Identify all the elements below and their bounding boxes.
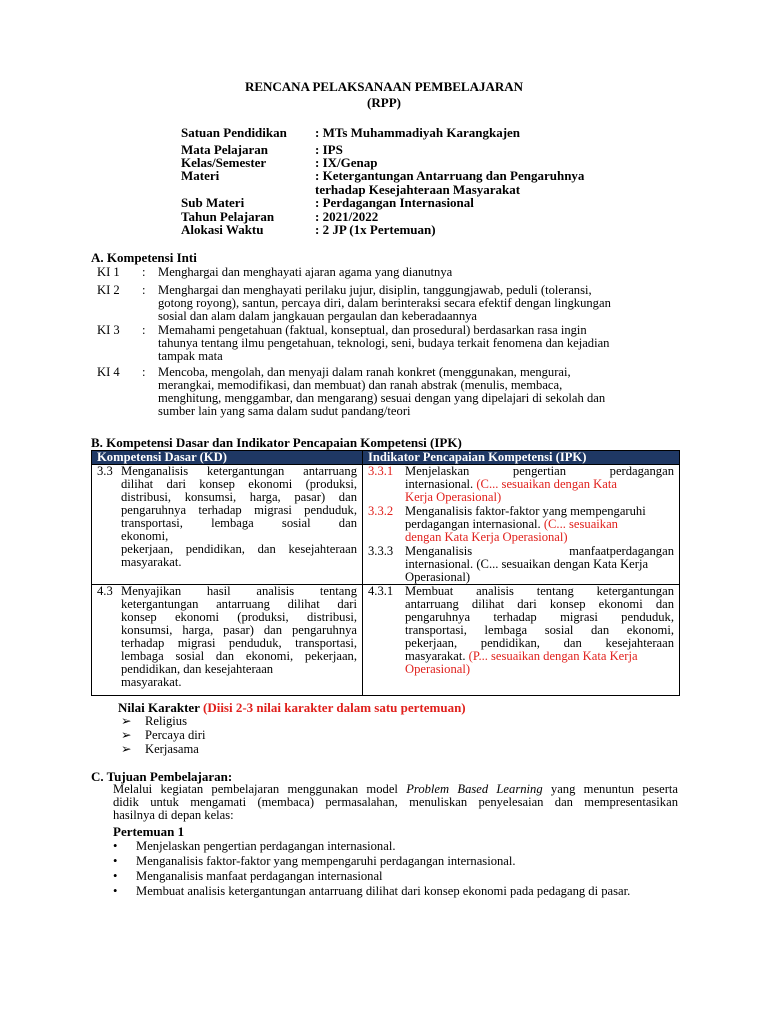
identity-value: : IX/Genap [315, 155, 378, 170]
list-item: • Menganalisis manfaat perdagangan internasional [113, 869, 383, 883]
ki-code: KI 1 [97, 265, 120, 279]
ki-colon: : [142, 265, 146, 279]
table-header-row [92, 451, 680, 465]
ipk-number: 3.3.1 [368, 464, 394, 478]
document-page: RENCANA PELAKSANAAN PEMBELAJARAN (RPP) Satuan Pendidikan : MTs Muhammadiyah Karangkajen Mata Pelajaran : IPS Kelas/Semester : IX/Genap Materi : Ketergantungan Antarruang dan Pengaruhnya terhadap Kesejahteraan Masyarakat Sub Materi : Perdagangan Internasional Tahun Pelajaran : 2021/2022 Alokasi Waktu : 2 JP (1x Pertemuan) A. Kompetensi Inti KI 1 : Menghargai dan menghayati ajaran agama yang dianutnya KI 2 : Menghargai dan menghayati perilaku jujur, disiplin, tanggungjawab, peduli (toleransi, gotong royong), santun, percaya diri, dalam berinteraksi secara efektif dengan lingkungan sosial dan alam dalam jangkauan pergaulan dan keberadaannya KI 3 : Memahami pengetahuan (faktual, konseptual, dan prosedural) berdasarkan rasa ingin tahunya tentang ilmu pengetahuan, teknologi, seni, budaya terkait fenomena dan kejadian tampak mata KI 4 : Mencoba, mengolah, dan menyaji dalam ranah konkret (menggunakan, mengurai, merangkai, memodifikasi, dan membuat) dan ranah abstrak (menulis, membaca, menghitung, menggambar, dan mengarang) sesuai dengan yang dipelajari di sekolah dan sumber lain yang sama dalam sudut pandang/teori B. Kompetensi Dasar dan Indikator Pencapaian Kompetensi (IPK) Kompetensi Dasar (KD) Indikator Pencapaian Kompetensi (IPK) 3.3 Menganalisis ketergantungan antarruang dilihat dari konsep ekonomi (produksi, distribusi, konsumsi, harga, pasar) dan pengaruhnya terhadap migrasi penduduk, transportasi, lembaga sosial dan ekonomi, pekerjaan, pendidikan, dan kesejahteraan masyarakat. 3.3.1 Menjelaskan pengertian perdagangan internasional. (C... sesuaikan dengan Kata Kerja Operasional) 3.3.2 Menganalisis faktor-faktor yang mempengaruhi perdagangan internasional. (C... sesuaikan dengan Kata Kerja Operasional) 3.3.3 Menganalisis manfaatperdagangan internasional. (C... sesuaikan dengan Kata Kerja Operasional) 4.3 Menyajikan hasil analisis tentang ketergantungan antarruang dilihat dari konsep ekonomi (produksi, distribusi, konsumsi, harga, pasar) dan pengaruhnya terhadap migrasi penduduk, transportasi, lembaga sosial dan ekonomi, pekerjaan, pendidikan, dan kesejahteraan masyarakat. 4.3.1 Membuat analisis tentang ketergantungan antarruang dilihat dari konsep ekonomi dan pengaruhnya terhadap migrasi penduduk, transportasi, lembaga sosial dan ekonomi, pekerjaan, pendidikan, dan kesejahteraan masyarakat. (P... sesuaikan dengan Kata Kerja Operasional) Nilai Karakter (Diisi 2-3 nilai karakter dalam satu pertemuan) ➢ Religius ➢ Percaya diri ➢ Kerjasama C. Tujuan Pembelajaran: Melalui kegiatan pembelajaran menggunakan model Problem Based Learning yang menuntun peserta didik untuk mengamati (membaca) permasalahan, menuliskan penyelesaian dan mempresentasikan hasilnya di depan kelas: Pertemuan 1 • Menjelaskan pengertian perdagangan internasional. • Menganalisis faktor-faktor yang mempengaruhi perdagangan internasional. • Menganalisis manfaat perdagangan internasional • Membuat analisis ketergantungan antarruang dilihat dari konsep ekonomi pada pedagang di pasar. [0, 0, 768, 1024]
column-header-ipk: Indikator Pencapaian Kompetensi (IPK) [363, 451, 680, 465]
section-b-heading: B. Kompetensi Dasar dan Indikator Pencapaian Kompetensi (IPK) [91, 435, 462, 450]
kd-number: 3.3 [97, 464, 113, 478]
karakter-note: (Diisi 2-3 nilai karakter dalam satu pertemuan) [202, 700, 466, 715]
ki-text: Memahami pengetahuan (faktual, konseptual, dan prosedural) berdasarkan rasa ingin tahunya tentang ilmu pengetahuan, teknologi, seni, budaya terkait fenomena dan kejadian tampak mata [158, 323, 610, 363]
identity-row [181, 169, 635, 182]
identity-label: Tahun Pelajaran [181, 209, 275, 224]
kd-cell [92, 585, 363, 696]
identity-row [181, 196, 635, 209]
ki-text: Menghargai dan menghayati ajaran agama yang dianutnya [158, 265, 453, 279]
ki-text: Mencoba, mengolah, dan menyaji dalam ranah konkret (menggunakan, mengurai, merangkai, memodifikasi, dan membuat) dan ranah abstrak (menulis, membaca, menghitung, menggambar, dan mengarang) sesuai dengan yang dipelajari di sekolah dan sumber lain yang sama dalam sudut pandang/teori [158, 365, 606, 418]
ipk-number: 4.3.1 [368, 584, 394, 598]
identity-label: Mata Pelajaran [181, 142, 269, 157]
arrow-bullet-icon: ➢ [121, 714, 132, 728]
ki-text: Menghargai dan menghayati perilaku jujur, disiplin, tanggungjawab, peduli (toleransi, gotong royong), santun, percaya diri, dalam berinteraksi secara efektif dengan lingkungan sosial dan alam dalam jangkauan pergaulan dan keberadaannya [158, 283, 611, 323]
section-c-heading: C. Tujuan Pembelajaran: [91, 769, 233, 784]
table-row [92, 465, 680, 585]
ki-code: KI 3 [97, 323, 120, 337]
identity-label: Alokasi Waktu [181, 222, 264, 237]
bullet-icon: • [113, 884, 118, 898]
identity-value: : MTs Muhammadiyah Karangkajen [315, 125, 521, 140]
identity-value: : IPS [315, 142, 343, 157]
ipk-cell [363, 585, 680, 696]
identity-row [181, 126, 635, 139]
identity-label: Sub Materi [181, 195, 245, 210]
karakter-heading: Nilai Karakter (Diisi 2-3 nilai karakter dalam satu pertemuan) [118, 700, 466, 715]
ipk-number: 3.3.2 [368, 504, 394, 518]
section-a-heading: A. Kompetensi Inti [91, 250, 197, 265]
identity-label: Satuan Pendidikan [181, 125, 287, 140]
meeting-heading: Pertemuan 1 [113, 824, 185, 839]
arrow-bullet-icon: ➢ [121, 742, 132, 756]
ki-colon: : [142, 323, 146, 337]
goal-list [113, 840, 683, 900]
kd-ipk-table [91, 450, 680, 696]
ki-code: KI 4 [97, 365, 120, 379]
identity-value: : Ketergantungan Antarruang dan Pengaruhnya [315, 168, 585, 183]
kd-item: 3.3 Menganalisis ketergantungan antarruang dilihat dari konsep ekonomi (produksi, distribusi, konsumsi, harga, pasar) dan pengaruhnya terhadap migrasi penduduk, transportasi, lembaga sosial dan ekonomi, pekerjaan, pendidikan, dan kesejahteraan masyarakat. [97, 464, 357, 569]
section-c-intro: Melalui kegiatan pembelajaran menggunakan model Problem Based Learning yang menuntun peserta didik untuk mengamati (membaca) permasalahan, menuliskan penyelesaian dan mempresentasikan hasilnya di depan kelas: [113, 782, 678, 822]
identity-value: : Perdagangan Internasional [315, 195, 474, 210]
kd-item: 4.3 Menyajikan hasil analisis tentang ketergantungan antarruang dilihat dari konsep ekonomi (produksi, distribusi, konsumsi, harga, pasar) dan pengaruhnya terhadap migrasi penduduk, transportasi, lembaga sosial dan ekonomi, pekerjaan, pendidikan, dan kesejahteraan masyarakat. [97, 584, 357, 689]
ki-code: KI 2 [97, 283, 120, 297]
identity-value: : 2021/2022 [315, 209, 379, 224]
list-item: • Membuat analisis ketergantungan antarruang dilihat dari konsep ekonomi pada pedagang di pasar. [113, 884, 631, 898]
ipk-item: 4.3.1 Membuat analisis tentang ketergantungan antarruang dilihat dari konsep ekonomi dan pengaruhnya terhadap migrasi penduduk, transportasi, lembaga sosial dan ekonomi, pekerjaan, pendidikan, dan kesejahteraan masyarakat. (P... sesuaikan dengan Kata Kerja Operasional) [368, 584, 674, 676]
ipk-item: 3.3.2 Menganalisis faktor-faktor yang mempengaruhi perdagangan internasional. (C... sesuaikan dengan Kata Kerja Operasional) [368, 504, 646, 544]
ki-colon: : [142, 283, 146, 297]
ipk-cell [363, 465, 680, 585]
table-row [92, 585, 680, 696]
identity-label: Kelas/Semester [181, 155, 267, 170]
identity-value-cont: terhadap Kesejahteraan Masyarakat [315, 182, 521, 197]
bullet-icon: • [113, 839, 118, 853]
list-item: • Menjelaskan pengertian perdagangan internasional. [113, 839, 396, 853]
doc-subtitle: (RPP) [367, 95, 401, 110]
ki-colon: : [142, 365, 146, 379]
identity-value: : 2 JP (1x Pertemuan) [315, 222, 436, 237]
identity-label: Materi [181, 168, 220, 183]
bullet-icon: • [113, 854, 118, 868]
bullet-icon: • [113, 869, 118, 883]
ipk-number: 3.3.3 [368, 544, 394, 558]
kd-cell [92, 465, 363, 585]
kd-number: 4.3 [97, 584, 113, 598]
doc-title: RENCANA PELAKSANAAN PEMBELAJARAN [244, 79, 524, 94]
identity-row [181, 223, 635, 236]
arrow-bullet-icon: ➢ [121, 728, 132, 742]
column-header-kd: Kompetensi Dasar (KD) [92, 451, 363, 465]
ipk-item: 3.3.3 Menganalisis manfaatperdagangan internasional. (C... sesuaikan dengan Kata Kerja Operasional) [368, 544, 674, 584]
ipk-item: 3.3.1 Menjelaskan pengertian perdagangan internasional. (C... sesuaikan dengan Kata Kerja Operasional) [368, 464, 674, 504]
list-item: • Menganalisis faktor-faktor yang mempengaruhi perdagangan internasional. [113, 854, 516, 868]
